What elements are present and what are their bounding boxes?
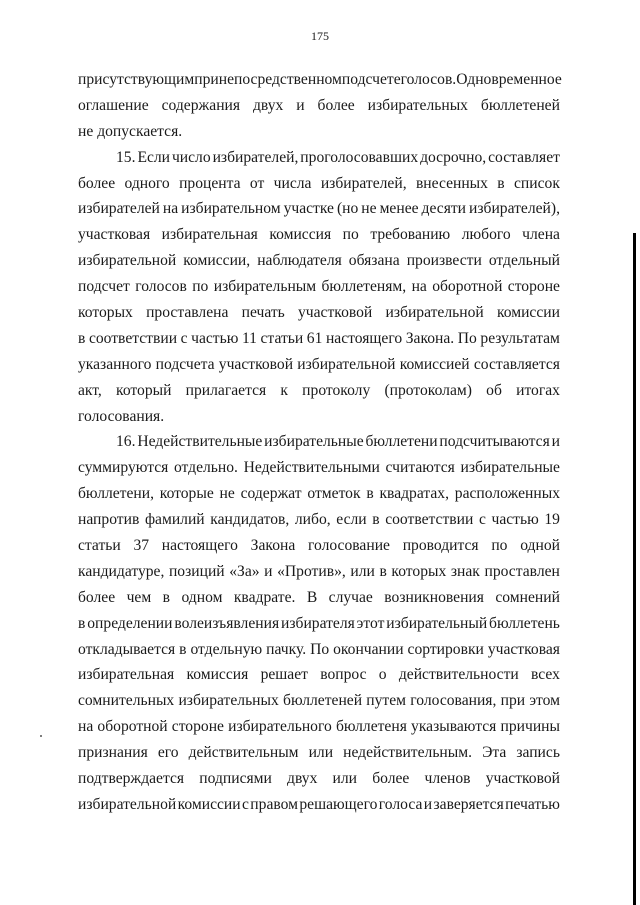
word: квадратах,	[379, 485, 449, 503]
word: о	[378, 666, 387, 684]
text-line	[78, 740, 560, 766]
word: В	[306, 588, 318, 606]
word: на	[78, 718, 94, 736]
word: По	[310, 640, 330, 658]
word: комиссия	[186, 666, 249, 684]
word: проголосовавших	[300, 148, 419, 166]
word: комиссии	[177, 795, 241, 813]
word: к	[280, 381, 288, 399]
word: в	[78, 329, 86, 347]
word: от	[249, 174, 265, 192]
word: оглашение	[78, 96, 149, 114]
text-line	[78, 611, 560, 637]
word: Если	[137, 148, 171, 166]
word: избирательных	[178, 692, 279, 710]
text-line	[78, 67, 560, 93]
word: (но	[336, 200, 359, 218]
word: более	[372, 770, 410, 788]
word: Закона.	[405, 329, 455, 347]
word: бюллетеней	[283, 692, 363, 710]
word: оборотной	[97, 718, 168, 736]
text-line	[78, 533, 560, 559]
word: на	[411, 278, 427, 296]
word: внесенных	[415, 174, 488, 192]
word: комиссии	[496, 304, 560, 322]
word: членов	[424, 770, 471, 788]
word: сомнений	[495, 588, 560, 606]
word: содержания	[161, 96, 241, 114]
word: допускается.	[97, 122, 183, 140]
word: участковой	[218, 355, 294, 373]
word: проставлена	[146, 304, 229, 322]
word: требованию	[370, 226, 451, 244]
word: которых	[78, 304, 133, 322]
word: избирательные	[460, 459, 560, 477]
text-line	[78, 171, 560, 197]
word: его	[157, 744, 179, 762]
word: отдельный	[488, 252, 560, 270]
word: этот	[356, 614, 385, 632]
text-line	[78, 481, 560, 507]
word: голосов.	[400, 71, 457, 88]
word: не	[78, 122, 94, 140]
word: напротив	[78, 511, 140, 529]
word: 15.	[116, 148, 136, 166]
text-line	[78, 248, 560, 274]
word: Закона	[250, 537, 296, 555]
word: акт,	[78, 381, 102, 399]
word: голосование	[307, 537, 390, 555]
word: запись	[516, 744, 560, 762]
word: частью	[191, 329, 239, 347]
word: волеизъявления	[174, 614, 280, 632]
word: двух	[252, 96, 284, 114]
word: определении	[87, 614, 173, 632]
page-number: 175	[311, 29, 329, 43]
word: избирателей),	[469, 200, 560, 218]
word: стороне	[171, 718, 224, 736]
word: любого	[461, 226, 511, 244]
word: избирательном	[181, 200, 281, 218]
word: комиссии,	[183, 252, 251, 270]
word: если	[336, 511, 367, 529]
text-line	[78, 455, 560, 481]
word: сомнительных	[78, 692, 175, 710]
word: участковой	[298, 304, 373, 322]
word: избирательной	[297, 355, 396, 373]
word: на	[162, 200, 179, 218]
word: избирательные	[264, 433, 364, 451]
paragraph-2	[78, 145, 560, 430]
word: по	[342, 226, 359, 244]
word: двух	[287, 770, 318, 788]
word: и	[423, 795, 433, 813]
word: Одновременное	[456, 71, 562, 88]
word: бюллетеня	[335, 718, 407, 736]
word: подсчет	[78, 278, 130, 296]
word: кандидатов,	[210, 511, 290, 529]
word: либо,	[294, 511, 331, 529]
word: причины	[500, 718, 560, 736]
word: при	[500, 692, 526, 710]
word: содержат	[240, 485, 302, 503]
word: бюллетени	[365, 433, 438, 451]
word: подписями	[199, 770, 272, 788]
word: составляется	[473, 355, 560, 373]
word: участковой	[485, 770, 560, 788]
word: заверяется	[433, 795, 504, 813]
word: подсчета	[155, 355, 215, 373]
word: досрочно,	[420, 148, 487, 166]
word: составляет	[488, 148, 560, 166]
word: отдельную	[190, 640, 263, 658]
word: решающего	[299, 795, 378, 813]
word: в	[379, 562, 387, 580]
word: с	[180, 329, 188, 347]
text-line	[78, 714, 560, 740]
word: чем	[126, 588, 152, 606]
word: фамилий	[144, 511, 205, 529]
word: 19	[544, 511, 560, 529]
word: всех	[531, 666, 560, 684]
word: Недействительными	[243, 459, 380, 477]
paragraph-3	[78, 429, 560, 817]
word: и	[296, 96, 305, 114]
word: голосов	[135, 278, 187, 296]
word: в	[497, 174, 505, 192]
word: обязана	[348, 252, 400, 270]
word: в	[372, 511, 380, 529]
word: участковая	[487, 640, 560, 658]
word: в	[366, 485, 374, 503]
word: одном	[181, 588, 223, 606]
text-line	[78, 378, 560, 404]
word: подтверждается	[78, 770, 185, 788]
word: суммируются	[78, 459, 169, 477]
word: отдельно.	[173, 459, 238, 477]
word: избирательных	[367, 96, 468, 114]
paragraph-1	[78, 67, 560, 145]
word: более	[317, 96, 355, 114]
word: стороне	[507, 278, 560, 296]
word: указываются	[411, 718, 497, 736]
word: бюллетеням,	[321, 278, 407, 296]
word: итогах	[516, 381, 560, 399]
word: указанного	[78, 355, 152, 373]
word: в	[179, 640, 187, 658]
text-line	[78, 93, 560, 119]
word: печать	[241, 304, 285, 322]
word: «Против»,	[277, 562, 346, 580]
word: одного	[124, 174, 170, 192]
word: участке	[283, 200, 334, 218]
word: непосредственном	[218, 71, 342, 88]
word: соответствии	[88, 329, 178, 347]
word: настоящего	[325, 329, 403, 347]
word: которых	[391, 562, 447, 580]
word: недействительным.	[343, 744, 473, 762]
word: позиций	[168, 562, 225, 580]
word: 11	[241, 329, 257, 347]
word: проставлен	[484, 562, 560, 580]
text-line	[78, 222, 560, 248]
word: об	[486, 381, 502, 399]
text-line	[78, 145, 560, 171]
word: квадрате.	[233, 588, 296, 606]
word: оборотной	[432, 278, 503, 296]
word: путем	[366, 692, 407, 710]
text-line	[78, 352, 560, 378]
word: процента	[179, 174, 241, 192]
word: избирательная	[78, 666, 175, 684]
document-body	[78, 67, 560, 818]
word: которые	[159, 485, 214, 503]
word: статьи	[78, 537, 121, 555]
word: в	[78, 614, 86, 632]
word: подсчитываются	[439, 433, 550, 451]
word: голосования,	[410, 692, 497, 710]
word: знак	[450, 562, 480, 580]
word: голоса	[378, 795, 423, 813]
word: с	[242, 795, 249, 813]
word: действительным	[188, 744, 299, 762]
text-line	[78, 662, 560, 688]
word: настоящего	[161, 537, 238, 555]
scan-speck	[40, 735, 42, 737]
word: отметок	[307, 485, 361, 503]
word: бюллетени,	[78, 485, 155, 503]
word: (протоколам)	[384, 381, 472, 399]
word: более	[78, 174, 116, 192]
word: бюллетеней	[480, 96, 560, 114]
text-line	[78, 300, 560, 326]
word: 37	[133, 537, 150, 555]
word: «За»	[229, 562, 260, 580]
word: избирателей,	[320, 174, 407, 192]
word: избирательной	[78, 252, 177, 270]
word: протоколу	[302, 381, 371, 399]
word: подсчете	[341, 71, 401, 88]
word: более	[78, 588, 116, 606]
word: и	[264, 562, 273, 580]
word: избирательная	[161, 226, 258, 244]
word: прилагается	[185, 381, 267, 399]
word: не	[219, 485, 235, 503]
word: голосования.	[78, 407, 165, 425]
word: пачку.	[266, 640, 307, 658]
word: сортировки	[407, 640, 484, 658]
word: присутствующим	[78, 71, 195, 88]
word: 16.	[116, 433, 136, 451]
word: случае	[328, 588, 373, 606]
word: или	[350, 562, 375, 580]
word: или	[308, 744, 334, 762]
word: Эта	[482, 744, 507, 762]
text-line	[78, 688, 560, 714]
word: результатам	[480, 329, 560, 347]
word: печатью	[505, 795, 560, 813]
scan-edge-bar	[633, 233, 636, 905]
word: не	[361, 200, 377, 218]
word: избирательной	[385, 304, 484, 322]
word: члена	[522, 226, 560, 244]
word: вопрос	[320, 666, 367, 684]
word: одной	[520, 537, 560, 555]
text-line	[78, 429, 560, 455]
text-line	[78, 637, 560, 663]
word: бюллетень	[489, 614, 560, 632]
word: участковая	[78, 226, 151, 244]
word: в	[162, 588, 171, 606]
word: список	[514, 174, 560, 192]
word: избирательным	[213, 278, 317, 296]
word: соответствии	[385, 511, 474, 529]
word: этом	[529, 692, 560, 710]
word: по	[491, 537, 508, 555]
word: и	[551, 433, 560, 451]
text-line	[78, 196, 560, 222]
word: который	[116, 381, 172, 399]
word: избирателей	[78, 200, 160, 218]
word: кандидатуре,	[78, 562, 165, 580]
word: произвести	[406, 252, 482, 270]
text-line	[78, 766, 560, 792]
word: комиссией	[399, 355, 470, 373]
word: статьи	[260, 329, 304, 347]
word: решает	[260, 666, 308, 684]
word: признания	[78, 744, 148, 762]
word: избирателя	[281, 614, 355, 632]
text-line	[78, 326, 560, 352]
text-line	[78, 792, 560, 818]
word: возникновения	[384, 588, 484, 606]
word: избирательной	[78, 795, 177, 813]
text-line	[78, 404, 560, 430]
word: действительности	[398, 666, 519, 684]
text-line	[78, 507, 560, 533]
word: избирательного	[228, 718, 332, 736]
word: Недействительные	[137, 433, 263, 451]
word: избирательный	[386, 614, 488, 632]
word: частью	[491, 511, 539, 529]
word: откладывается	[78, 640, 176, 658]
word: менее	[379, 200, 419, 218]
word: По	[457, 329, 477, 347]
word: наблюдателя	[257, 252, 342, 270]
word: окончании	[333, 640, 404, 658]
word: проводится	[402, 537, 479, 555]
word: избирателей,	[212, 148, 299, 166]
word: при	[194, 71, 219, 88]
word: правом	[250, 795, 298, 813]
word: по	[192, 278, 209, 296]
text-line	[78, 585, 560, 611]
word: десяти	[421, 200, 467, 218]
text-line	[78, 119, 560, 145]
word: числа	[273, 174, 312, 192]
word: число	[171, 148, 211, 166]
word: считаются	[385, 459, 455, 477]
text-line	[78, 559, 560, 585]
word: с	[478, 511, 486, 529]
text-line	[78, 274, 560, 300]
word: или	[332, 770, 358, 788]
word: 61	[306, 329, 323, 347]
word: расположенных	[454, 485, 560, 503]
word: комиссия	[269, 226, 332, 244]
